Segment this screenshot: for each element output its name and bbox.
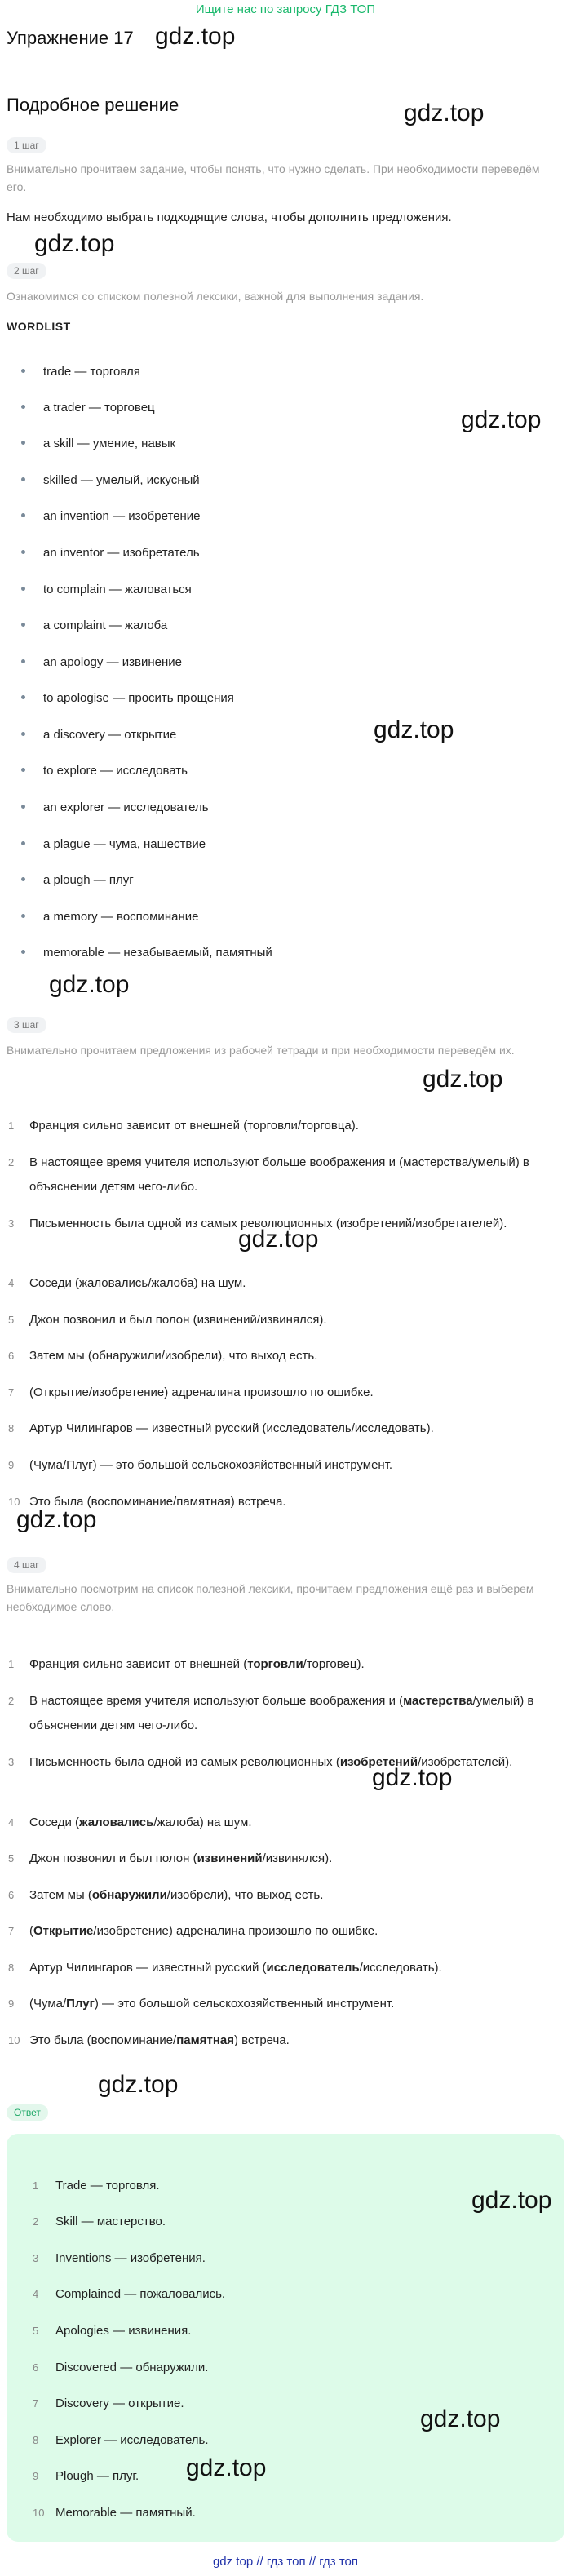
bullet-icon xyxy=(21,768,25,772)
list-item: 3 Письменность была одной из самых революционных (изобретений/изобретателей). xyxy=(8,1755,513,1769)
step-badge: 1 шаг xyxy=(7,137,46,153)
bullet-icon xyxy=(21,914,25,918)
list-item: 10 Это была (воспоминание/памятная) встреча. xyxy=(8,2033,290,2047)
bullet-icon xyxy=(21,659,25,663)
list-item: 7 (Открытие/изобретение) адреналина произошло по ошибке. xyxy=(8,1924,378,1938)
list-item: 3 Inventions — изобретения. xyxy=(33,2251,206,2265)
bullet-icon xyxy=(21,405,25,409)
list-item: an inventor — изобретатель xyxy=(16,545,200,561)
step-hint: Внимательно прочитаем задание, чтобы понять, что нужно сделать. При необходимости переведём его. xyxy=(7,162,540,193)
step-badge: 3 шаг xyxy=(7,1017,46,1033)
answer-badge: Ответ xyxy=(7,2104,48,2121)
list-item: a trader — торговец xyxy=(16,400,155,416)
list-item: to apologise — просить прощения xyxy=(16,690,234,707)
list-item: 2 В настоящее время учителя используют больше воображения и (мастерства/умелый) в объяснении детям чего-либо. xyxy=(8,1155,529,1194)
bullet-icon xyxy=(21,841,25,845)
bullet-icon xyxy=(21,950,25,954)
list-item: 10 Это была (воспоминание/памятная) встреча. xyxy=(8,1495,286,1509)
list-item: a discovery — открытие xyxy=(16,727,176,743)
list-item: a plague — чума, нашествие xyxy=(16,836,206,853)
watermark: gdz.top xyxy=(155,23,236,50)
watermark: gdz.top xyxy=(186,2454,267,2481)
step-badge: 4 шаг xyxy=(7,1557,46,1573)
top-search-link[interactable]: Ищите нас по запросу ГДЗ ТОП xyxy=(195,2,376,16)
list-item: 5 Джон позвонил и был полон (извинений/извинялся). xyxy=(8,1851,333,1865)
list-item: 6 Затем мы (обнаружили/изобрели), что выход есть. xyxy=(8,1888,324,1902)
list-item: 7 Discovery — открытие. xyxy=(33,2396,184,2410)
watermark: gdz.top xyxy=(461,406,542,433)
watermark: gdz.top xyxy=(374,716,454,743)
step-hint: Ознакомимся со списком полезной лексики, важной для выполнения задания. xyxy=(7,290,424,303)
footer-links[interactable]: gdz top // гдз топ // гдз топ xyxy=(212,2555,359,2569)
bullet-icon xyxy=(21,623,25,627)
step-text: Нам необходимо выбрать подходящие слова, чтобы дополнить предложения. xyxy=(7,211,452,224)
list-item: 8 Артур Чилингаров — известный русский (исследователь/исследовать). xyxy=(8,1421,434,1435)
watermark: gdz.top xyxy=(404,100,485,126)
list-item: 4 Соседи (жаловались/жалоба) на шум. xyxy=(8,1276,246,1290)
list-item: to explore — исследовать xyxy=(16,763,188,779)
section-title: Подробное решение xyxy=(7,95,179,115)
watermark: gdz.top xyxy=(238,1226,319,1253)
list-item: 5 Apologies — извинения. xyxy=(33,2324,192,2338)
list-item: 2 В настоящее время учителя используют больше воображения и (мастерства/умелый) в объяснении детям чего-либо. xyxy=(8,1694,534,1732)
bullet-icon xyxy=(21,441,25,445)
list-item: 4 Соседи (жаловались/жалоба) на шум. xyxy=(8,1816,252,1829)
list-item: 8 Explorer — исследователь. xyxy=(33,2433,209,2447)
bullet-icon xyxy=(21,369,25,373)
list-item: an apology — извинение xyxy=(16,654,182,671)
bullet-icon xyxy=(21,805,25,809)
list-item: 6 Discovered — обнаружили. xyxy=(33,2361,209,2374)
list-item: 5 Джон позвонил и был полон (извинений/извинялся). xyxy=(8,1313,327,1327)
list-item: trade — торговля xyxy=(16,364,140,380)
list-item: a complaint — жалоба xyxy=(16,618,167,634)
list-item: 7 (Открытие/изобретение) адреналина произошло по ошибке. xyxy=(8,1386,374,1399)
step-badge: 2 шаг xyxy=(7,263,46,279)
list-item: 10 Memorable — памятный. xyxy=(33,2506,196,2520)
watermark: gdz.top xyxy=(471,2187,552,2214)
bullet-icon xyxy=(21,477,25,481)
watermark: gdz.top xyxy=(16,1506,97,1533)
page-title: Упражнение 17 xyxy=(7,28,134,48)
list-item: 2 Skill — мастерство. xyxy=(33,2215,166,2228)
list-item: 9 Plough — плуг. xyxy=(33,2469,139,2483)
list-item: 1 Франция сильно зависит от внешней (торговли/торговец). xyxy=(8,1657,365,1671)
list-item: a plough — плуг xyxy=(16,872,134,889)
list-item: 8 Артур Чилингаров — известный русский (исследователь/исследовать). xyxy=(8,1961,442,1975)
list-item: 1 Франция сильно зависит от внешней (торговли/торговца). xyxy=(8,1119,359,1133)
list-item: 1 Trade — торговля. xyxy=(33,2179,160,2192)
list-item: 9 (Чума/Плуг) — это большой сельскохозяйственный инструмент. xyxy=(8,1458,393,1472)
list-item: 4 Complained — пожаловались. xyxy=(33,2287,226,2301)
list-item: a skill — умение, навык xyxy=(16,436,175,452)
watermark: gdz.top xyxy=(98,2071,179,2098)
bullet-icon xyxy=(21,550,25,554)
list-item: 6 Затем мы (обнаружили/изобрели), что выход есть. xyxy=(8,1349,318,1363)
watermark: gdz.top xyxy=(423,1066,503,1093)
wordlist-title: WORDLIST xyxy=(7,320,71,333)
list-item: memorable — незабываемый, памятный xyxy=(16,945,272,961)
step-hint: Внимательно прочитаем предложения из рабочей тетради и при необходимости переведём их. xyxy=(7,1044,515,1057)
list-item: an invention — изобретение xyxy=(16,508,201,525)
bullet-icon xyxy=(21,587,25,591)
bullet-icon xyxy=(21,513,25,517)
bullet-icon xyxy=(21,732,25,736)
list-item: an explorer — исследователь xyxy=(16,800,209,816)
bullet-icon xyxy=(21,877,25,881)
watermark: gdz.top xyxy=(34,230,115,257)
step-hint: Внимательно посмотрим на список полезной лексики, прочитаем предложения ещё раз и выберем необходимое слово. xyxy=(7,1582,534,1613)
watermark: gdz.top xyxy=(420,2405,501,2432)
list-item: a memory — воспоминание xyxy=(16,909,198,925)
list-item: 3 Письменность была одной из самых революционных (изобретений/изобретателей). xyxy=(8,1217,507,1230)
list-item: skilled — умелый, искусный xyxy=(16,472,200,489)
watermark: gdz.top xyxy=(372,1764,453,1791)
bullet-icon xyxy=(21,695,25,699)
watermark: gdz.top xyxy=(49,971,130,998)
list-item: 9 (Чума/Плуг) — это большой сельскохозяйственный инструмент. xyxy=(8,1997,395,2011)
list-item: to complain — жаловаться xyxy=(16,582,192,598)
